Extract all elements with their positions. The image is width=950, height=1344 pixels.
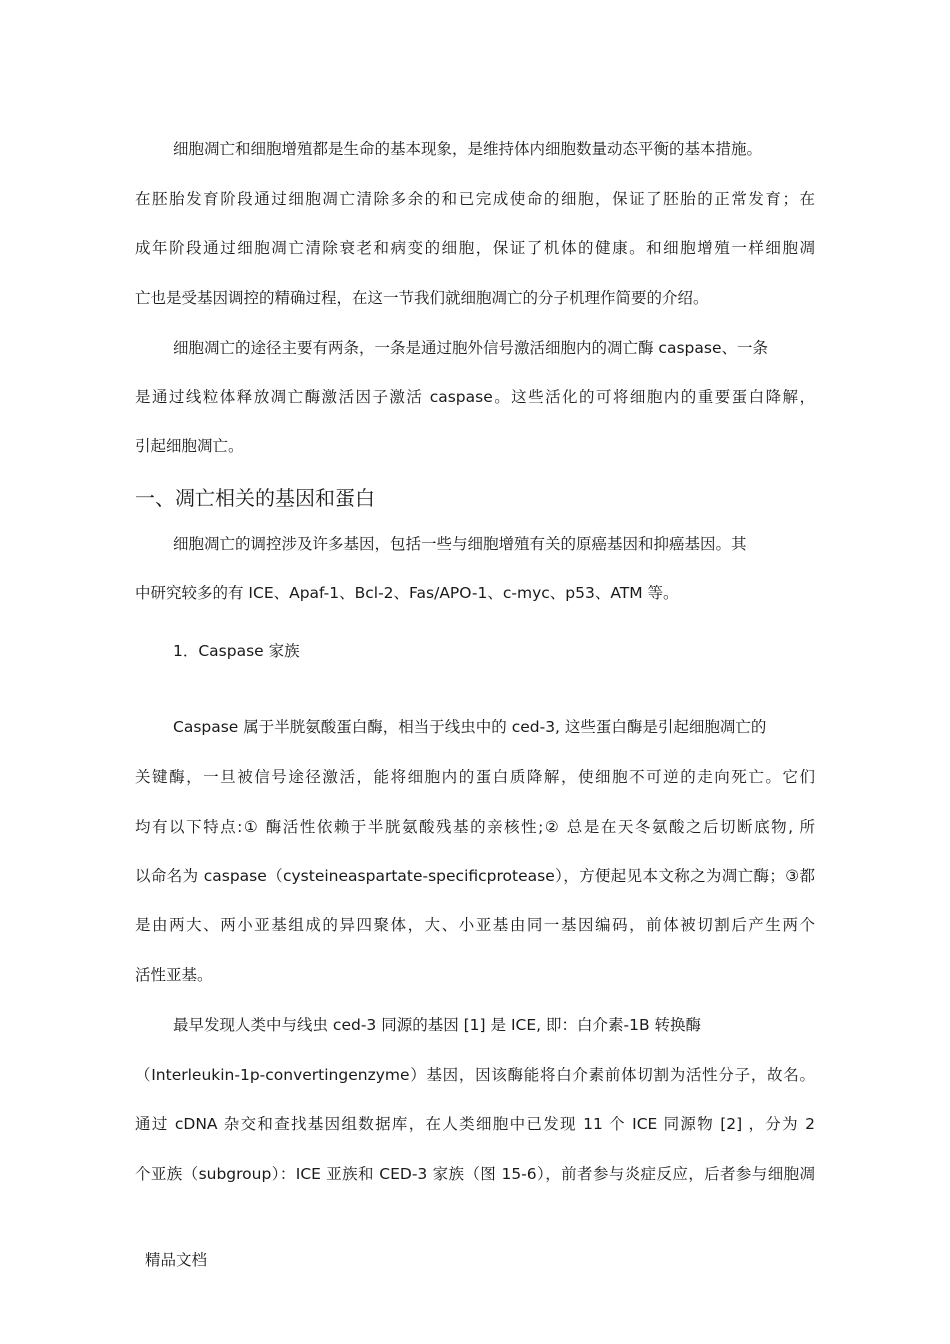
paragraph-1-line-3: 成年阶段通过细胞凋亡清除衰老和病变的细胞，保证了机体的健康。和细胞增殖一样细胞凋 — [135, 239, 815, 257]
paragraph-5-line-1: 最早发现人类中与线虫 ced-3 同源的基因 [1] 是 ICE, 即：白介素-1B 转换酶 — [173, 1016, 702, 1034]
paragraph-2-line-1: 细胞凋亡的途径主要有两条，一条是通过胞外信号激活细胞内的凋亡酶 caspase、一条 — [173, 339, 768, 357]
paragraph-4-line-2: 关键酶，一旦被信号途径激活，能将细胞内的蛋白质降解，使细胞不可逆的走向死亡。它们 — [135, 768, 815, 786]
paragraph-5-line-4: 个亚族（subgroup）：ICE 亚族和 CED-3 家族（图 15-6），前者参与炎症反应，后者参与细胞凋 — [135, 1165, 815, 1183]
paragraph-1-line-1: 细胞凋亡和细胞增殖都是生命的基本现象，是维持体内细胞数量动态平衡的基本措施。 — [173, 140, 763, 158]
subsection-heading: 1．Caspase 家族 — [173, 642, 300, 660]
paragraph-4-line-1: Caspase 属于半胱氨酸蛋白酶，相当于线虫中的 ced-3, 这些蛋白酶是引起细胞凋亡的 — [173, 718, 767, 736]
paragraph-4-line-3: 均有以下特点:① 酶活性依赖于半胱氨酸残基的亲核性;② 总是在天冬氨酸之后切断底物, 所 — [135, 818, 815, 836]
paragraph-4-line-5: 是由两大、两小亚基组成的异四聚体，大、小亚基由同一基因编码，前体被切割后产生两个 — [135, 916, 815, 934]
paragraph-1-line-4: 亡也是受基因调控的精确过程，在这一节我们就细胞凋亡的分子机理作简要的介绍。 — [135, 289, 709, 307]
paragraph-1-line-2: 在胚胎发育阶段通过细胞凋亡清除多余的和已完成使命的细胞，保证了胚胎的正常发育；在 — [135, 190, 815, 208]
paragraph-2-line-3: 引起细胞凋亡。 — [135, 437, 244, 455]
paragraph-5-line-2: （Interleukin-1p-convertingenzyme）基因，因该酶能将白介素前体切割为活性分子，故名。 — [135, 1066, 815, 1084]
paragraph-4-line-6: 活性亚基。 — [135, 966, 213, 984]
section-heading: 一、凋亡相关的基因和蛋白 — [135, 486, 375, 510]
paragraph-3-line-2: 中研究较多的有 ICE、Apaf-1、Bcl-2、Fas/APO-1、c-myc、p53、ATM 等。 — [135, 584, 679, 602]
paragraph-2-line-2: 是通过线粒体释放凋亡酶激活因子激活 caspase。这些活化的可将细胞内的重要蛋白降解， — [135, 388, 815, 406]
paragraph-4-line-4: 以命名为 caspase（cysteineaspartate-specificprotease），方便起见本文称之为凋亡酶；③都 — [135, 867, 815, 885]
paragraph-3-line-1: 细胞凋亡的调控涉及许多基因，包括一些与细胞增殖有关的原癌基因和抑癌基因。其 — [173, 535, 747, 553]
footer-label: 精品文档 — [145, 1251, 208, 1269]
paragraph-5-line-3: 通过 cDNA 杂交和查找基因组数据库，在人类细胞中已发现 11 个 ICE 同源物 [2] ，分为 2 — [135, 1115, 815, 1133]
